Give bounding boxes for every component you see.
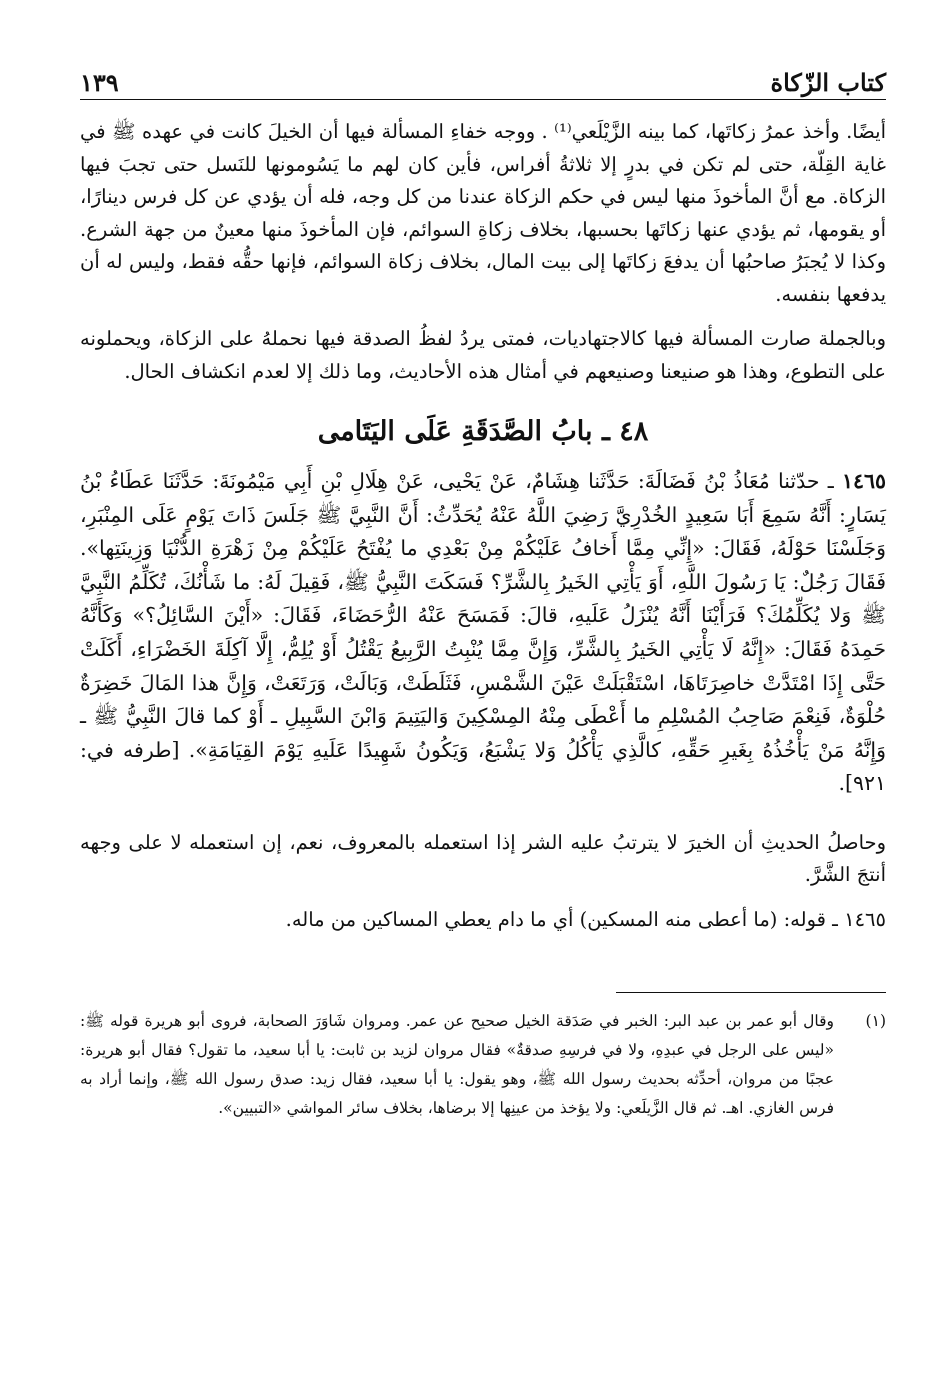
footnote-divider (616, 992, 886, 993)
footnotes (80, 1007, 886, 1123)
hadith-text-block (80, 465, 886, 801)
footnote-number: (١) (865, 1012, 886, 1031)
paragraph-1: أيضًا. وأخذ عمرُ زكاتَها، كما بينه الزَّيْلَعي⁽¹⁾ . ووجه خفاءِ المسألة فيها أن الخيلَ كانت في عهده ﷺ في غاية القِلّة، حتى لم تكن في بدرٍ إلا ثلاثةُ أفراس، فأين كان لهم ما يَسُومونها للنَسل حتى تجبَ فيها الزكاة. مع أنَّ المأخوذَ منها ليس في حكم الزكاة عندنا من كل وجه، فله أن يؤدي عن كل فرس دينارًا، أو يقومها، ثم يؤدي عنها زكاتَها بحسبها، بخلاف زكاةِ السوائم، فإن المأخوذَ منها معينٌ من جهة الشرع. وكذا لا يُجبَرُ صاحبُها أن يدفعَ زكاتَها إلى بيت المال، بخلاف زكاة السوائم، فإنها حقُّه فقط، وليس له أن يدفعها بنفسه. (80, 120, 886, 306)
paragraph-3: وحاصلُ الحديثِ أن الخيرَ لا يترتبُ عليه الشر إذا استعمله بالمعروف، نعم، إن استعمله لا على وجهه أنتجَ الشَّرَّ. (80, 830, 886, 887)
chapter-heading: ٤٨ ـ بابُ الصَّدَقَةِ عَلَى اليَتَامى (317, 416, 649, 447)
book-page (80, 55, 886, 1355)
footnote-1 (80, 1007, 886, 1123)
hadith-number: ١٤٦٥ (841, 469, 886, 493)
running-header (80, 55, 886, 100)
header-title: كتاب الزّكاة (770, 68, 886, 97)
hadith-text: ـ حدّثنا مُعَاذُ بْنُ فَضَالَةَ: حَدَّثَنا هِشَامٌ، عَنْ يَحْيى، عَنْ هِلَالِ بْنِ أَبِي مَيْمُونَةَ: حَدَّثَنَا عَطَاءُ بْنُ يَسَارٍ: أَنَّهُ سَمِعَ أَبَا سَعِيدٍ الخُدْرِيَّ رَضِيَ اللَّهُ عَنْهُ يُحَدِّثُ: أَنَّ النَّبِيَّ ﷺ جَلَسَ ذَاتَ يَوْمٍ عَلَى المِنْبَرِ، وَجَلَسْنَا حَوْلَهُ، فَقَالَ: «إِنِّي مِمَّا أَخافُ عَلَيْكُمْ مِنْ بَعْدِي ما يُفْتَحُ عَلَيْكُمْ مِنْ زَهْرَةِ الدُّنْيَا وَزِينَتِها». فَقَالَ رَجُلٌ: يَا رَسُولَ اللَّهِ، أَوَ يَأْتِي الخَيرُ بِالشَّرِّ؟ فَسَكَتَ النَّبِيُّ ﷺ، فَقِيلَ لَهُ: ما شَأْنُكَ، تُكَلِّمُ النَّبِيَّ ﷺ وَلا يُكَلِّمُكَ؟ فَرَأَيْنَا أَنَّهُ يُنْزَلُ عَلَيهِ، قالَ: فَمَسَحَ عَنْهُ الرُّحَضَاءَ، فَقَالَ: «أَيْنَ السَّائِلُ؟» وَكَأَنَّهُ حَمِدَهُ فَقَالَ: «إِنَّهُ لَا يَأْتِي الخَيرُ بِالشَّرِّ، وَإِنَّ مِمَّا يُنْبِتُ الرَّبِيعُ يَقْتُلُ أَوْ يُلِمُّ، إِلَّا آكِلَةَ الخَضْرَاءِ، أَكَلَتْ حَتَّى إِذَا امْتَدَّتْ خاصِرَتَاهَا، اسْتَقْبَلَتْ عَيْنَ الشَّمْسِ، فَثَلَطَتْ، وَبَالَتْ، وَرَتَعَتْ، وَإِنَّ هذا المَالَ خَضِرَةٌ حُلْوَةٌ، فَنِعْمَ صَاحِبُ المُسْلِمِ ما أَعْطَى مِنْهُ المِسْكِينَ وَاليَتِيمَ وَابْنَ السَّبِيلِ ـ أَوْ كما قالَ النَّبِيُّ ﷺ ـ وَإِنَّهُ مَنْ يَأْخُذُهُ بِغَيرِ حَقِّهِ، كالَّذِي يَأْكُلُ وَلا يَشْبَعُ، وَيَكُونُ شَهِيدًا عَلَيهِ يَوْمَ القِيَامَةِ». [طرفه في: ٩٢١]. (80, 469, 886, 796)
footnote-text: وقال أبو عمر بن عبد البر: الخبر في صَدَقة الخيل صحيح عن عمر. ومروان شَاوَرَ الصحابة، فروى أبو هريرة قوله ﷺ: «ليس على الرجل في عبدِهِ، ولا في فرسِهِ صدقةٌ» فقال مروان لزيد بن ثابت: يا أبا سعيد، ما تقول؟ فقال أبو هريرة: عجبًا من مروان، أحدِّثه بحديث رسول الله ﷺ، وهو يقول: يا أبا سعيد، فقال زيد: صدق رسول الله ﷺ، وإنما أراد به فرس الغازي. اهـ. ثم قال الزَّيلَعي: ولا يؤخذ من عينِها إلا برضاها، بخلاف سائر المواشي «التبيين». (80, 1012, 834, 1118)
paragraph-4: ١٤٦٥ ـ قوله: (ما أعطى منه المسكين) أي ما دام يعطي المساكين من ماله. (285, 907, 886, 931)
paragraph-2: وبالجملة صارت المسألة فيها كالاجتهاديات، فمتى يردُ لفظُ الصدقة فيها نحملهُ على الزكاة، ويحملونه على التطوع، وهذا هو صنيعنا وصنيعهم في أمثال هذه الأحاديث، وما ذلك إلا لعدم انكشاف الحال. (80, 327, 886, 383)
page-number: ١٣٩ (80, 68, 119, 97)
